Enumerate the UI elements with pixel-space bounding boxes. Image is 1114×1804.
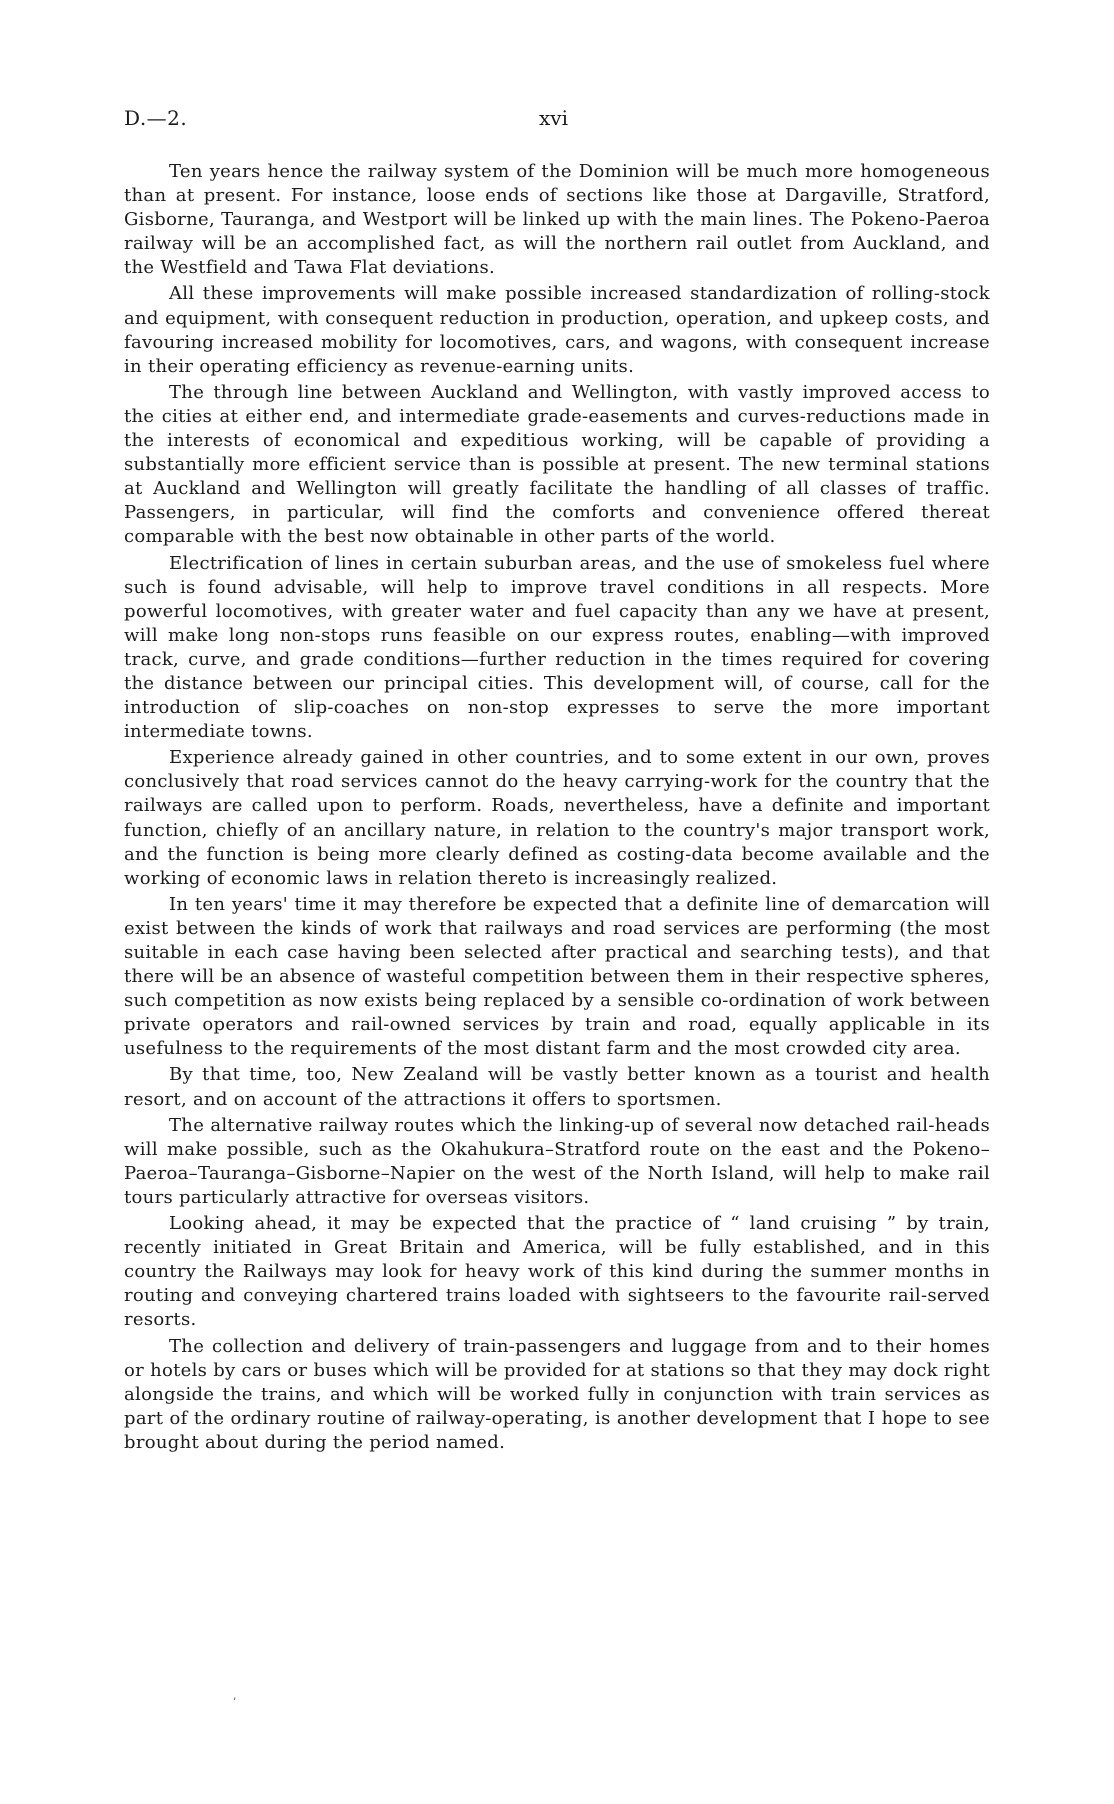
paragraph-6: In ten years' time it may therefore be expected that a definite line of demarcation will exist between the kinds of work that railways and road services are performing (the most suitable in each case having been selected after practical and searching tests), and that there will be an absence of wasteful competition between them in their respective spheres, such competition as now exists being replaced by a sensible co-ordination of work between private operators and rail-owned services by train and road, equally applicable in its usefulness to the requirements of the most distant farm and the most crowded city area. — [124, 893, 990, 1060]
scan-speck: ’ — [233, 1697, 237, 1708]
body-text — [124, 160, 990, 1457]
paragraph-10: The collection and delivery of train-passengers and luggage from and to their homes or hotels by cars or buses which will be provided for at stations so that they may dock right alongside the trains, and which will be worked fully in conjunction with train services as part of the ordinary routine of railway-operating, is another development that I hope to see brought about during the period named. — [124, 1335, 991, 1453]
paragraph-1: Ten years hence the railway system of the Dominion will be much more homogeneous than at present. For instance, loose ends of sections like those at Dargaville, Stratford, Gisborne, Tauranga, and Westport will be linked up with the main lines. The Pokeno-Paeroa railway will be an accomplished fact, as will the northern rail outlet from Auckland, and the Westfield and Tawa Flat deviations. — [124, 161, 990, 279]
paragraph-4: Electrification of lines in certain suburban areas, and the use of smokeless fuel where such is found advisable, will help to improve travel conditions in all respects. More powerful locomotives, with greater water and fuel capacity than any we have at present, will make long non-stops runs feasible on our express routes, enabling—with improved track, curve, and grade conditions—further reduction in the times required for covering the distance between our principal cities. This development will, of course, call for the introduction of slip-coaches on non-stop expresses to serve the more important intermediate towns. — [124, 552, 990, 743]
paragraph-9: Looking ahead, it may be expected that the practice of “ land cruising ” by train, recently initiated in Great Britain and America, will be fully established, and in this country the Railways may look for heavy work of this kind during the summer months in routing and conveying chartered trains loaded with sightseers to the favourite rail-served resorts. — [124, 1213, 990, 1331]
paragraph-2: All these improvements will make possible increased standardization of rolling-stock and equipment, with consequent reduction in production, operation, and upkeep costs, and favouring increased mobility for locomotives, cars, and wagons, with consequent increase in their operating efficiency as revenue-earning units. — [124, 283, 990, 377]
page-number: xvi — [539, 106, 568, 130]
paragraph-7: By that time, too, New Zealand will be vastly better known as a tourist and health resort, and on account of the attractions it offers to sportsmen. — [124, 1064, 990, 1110]
paragraph-5: Experience already gained in other countries, and to some extent in our own, proves conclusively that road services cannot do the heavy carrying-work for the country that the railways are called upon to perform. Roads, nevertheless, have a definite and important function, chiefly of an ancillary nature, in relation to the country's major transport work, and the function is being more clearly defined as costing-data become available and the working of economic laws in relation thereto is increasingly realized. — [124, 747, 990, 889]
paragraph-8: The alternative railway routes which the linking-up of several now detached rail-heads will make possible, such as the Okahukura–Stratford route on the east and the Pokeno–Paeroa–Tauranga–Gisborne–Napier on the west of the North Island, will help to make rail tours particularly attractive for overseas visitors. — [124, 1114, 990, 1208]
paragraph-3: The through line between Auckland and Wellington, with vastly improved access to the cities at either end, and intermediate grade-easements and curves-reductions made in the interests of economical and expeditious working, will be capable of providing a substantially more efficient service than is possible at present. The new terminal stations at Auckland and Wellington will greatly facilitate the handling of all classes of traffic. Passengers, in particular, will find the comforts and convenience offered thereat comparable with the best now obtainable in other parts of the world. — [124, 381, 990, 548]
page-header — [124, 106, 990, 136]
document-reference: D.—2. — [124, 106, 188, 130]
